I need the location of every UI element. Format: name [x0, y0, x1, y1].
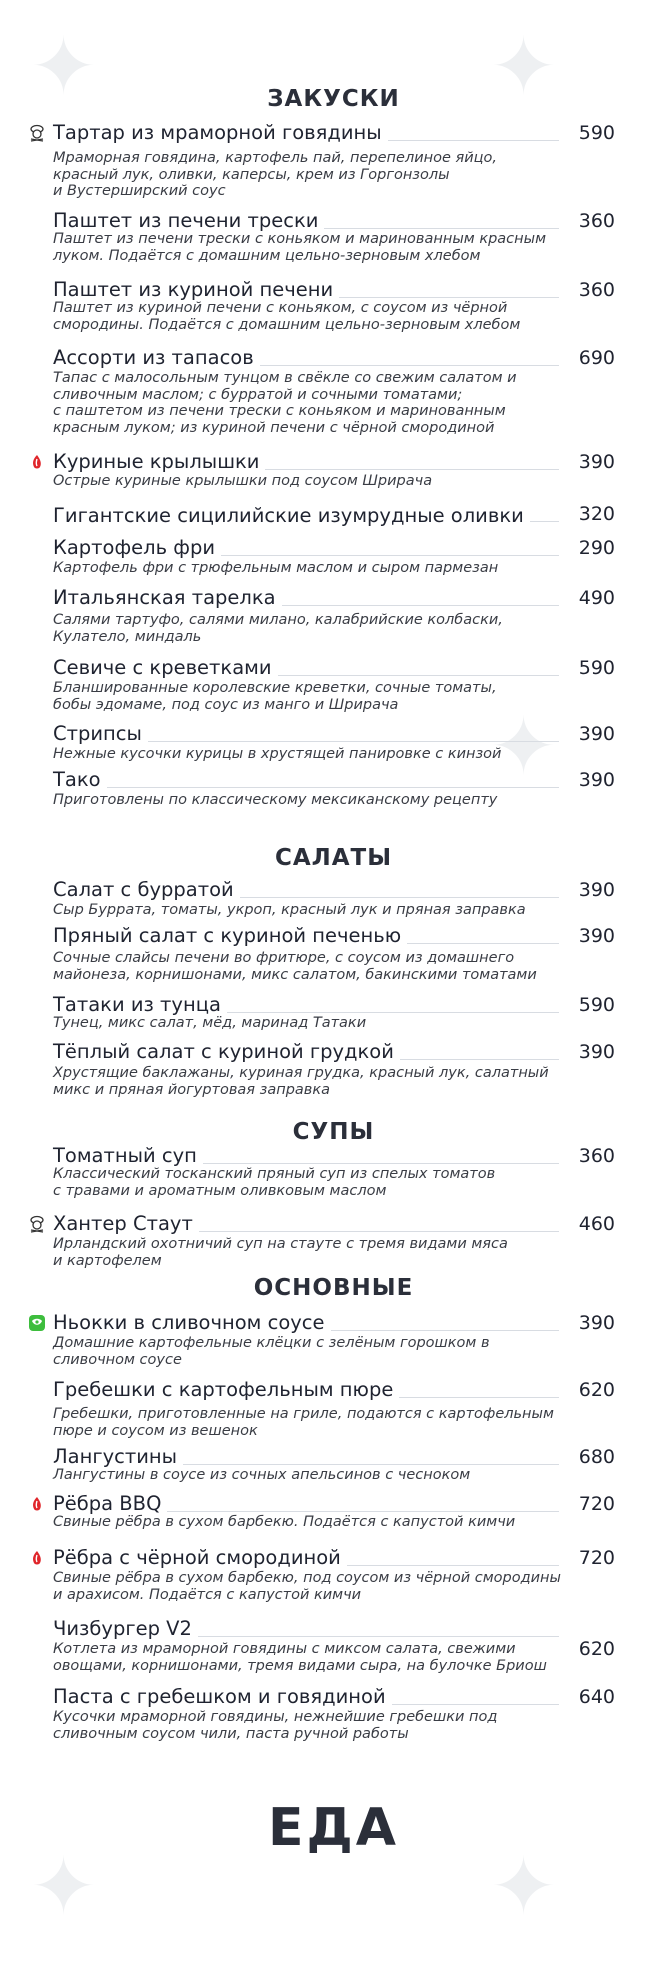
item-name: Татаки из тунца [53, 991, 227, 1019]
menu-item [0, 922, 667, 983]
item-name: Тако [53, 766, 107, 794]
item-description: Свиные рёбра в сухом барбекю. Подаётся с капустой кимчи [53, 1514, 516, 1530]
item-name: Чизбургер V2 [53, 1615, 198, 1643]
menu-item [0, 991, 667, 1031]
item-price: 720 [578, 1547, 615, 1569]
item-name: Рёбра BBQ [53, 1490, 167, 1518]
item-description: Бланшированные королевские креветки, сочные томаты, бобы эдомаме, под соус из манго и Шрирача [53, 680, 497, 713]
item-description: Паштет из печени трески с коньяком и маринованным красным луком. Подаётся с домашним цельно-зерновым хлебом [53, 231, 547, 264]
item-price: 390 [578, 769, 615, 791]
watermark-logo: ✦ [30, 1840, 98, 1933]
chili-icon [28, 1495, 46, 1513]
section-title-zakuski: ЗАКУСКИ [267, 86, 400, 112]
section-title-salads: САЛАТЫ [274, 845, 393, 871]
item-price: 620 [578, 1638, 615, 1660]
item-name: Стрипсы [53, 720, 148, 748]
menu-item [0, 584, 667, 645]
item-description: Гребешки, приготовленные на гриле, подаются с картофельным пюре и соусом из вешенок [53, 1406, 554, 1439]
item-price: 320 [578, 503, 615, 525]
chef-skull-icon [28, 1215, 46, 1233]
item-price: 390 [578, 1312, 615, 1334]
item-description: Лангустины в соусе из сочных апельсинов с чесноком [53, 1467, 471, 1483]
item-price: 360 [578, 279, 615, 301]
item-name: Паштет из куриной печени [53, 276, 339, 304]
menu-item [0, 1376, 667, 1439]
menu-item [0, 1490, 667, 1530]
item-description: Ирландский охотничий суп на стауте с тремя видами мяса и картофелем [53, 1236, 508, 1269]
item-name: Тёплый салат с куриной грудкой [53, 1038, 400, 1066]
item-description: Сочные слайсы печени во фритюре, с соусом из домашнего майонеза, корнишонами, микс салатом, бакинскими томатами [53, 950, 537, 983]
item-name: Лангустины [53, 1443, 183, 1471]
item-price: 590 [578, 994, 615, 1016]
item-price: 720 [578, 1493, 615, 1515]
menu-item [0, 344, 667, 436]
item-description: Нежные кусочки курицы в хрустящей панировке с кинзой [53, 746, 502, 762]
item-price: 360 [578, 210, 615, 232]
item-name: Тартар из мраморной говядины [53, 119, 388, 147]
section-title-soups: СУПЫ [292, 1119, 375, 1145]
item-price: 290 [578, 537, 615, 559]
item-name: Ассорти из тапасов [53, 344, 260, 372]
menu-item [0, 207, 667, 264]
menu-item [0, 119, 667, 199]
item-price: 590 [578, 657, 615, 679]
item-name: Картофель фри [53, 534, 221, 562]
item-description: Паштет из куриной печени с коньяком, с соусом из чёрной смородины. Подаётся с домашним цельно-зерновым хлебом [53, 300, 521, 333]
menu-item [0, 1615, 667, 1674]
menu-item [0, 766, 667, 808]
footer-title: ЕДА [267, 1798, 400, 1858]
menu-item [0, 448, 667, 489]
item-price: 390 [578, 925, 615, 947]
item-description: Тапас с малосольным тунцом в свёкле со свежим салатом и сливочным маслом; с бурратой и сочными томатами; с паштетом из печени трески с коньяком и маринованным красным луком; из куриной печени с чёрной смородиной [53, 370, 517, 436]
menu-item [0, 1038, 667, 1098]
item-name: Паштет из печени трески [53, 207, 324, 235]
item-description: Свиные рёбра в сухом барбекю, под соусом из чёрной смородины и арахисом. Подаётся с капустой кимчи [53, 1570, 561, 1603]
item-price: 590 [578, 122, 615, 144]
item-description: Мраморная говядина, картофель пай, перепелиное яйцо, красный лук, оливки, каперсы, крем из Горгонзолы и Вустерширский соус [53, 150, 498, 199]
item-name: Севиче с креветками [53, 654, 278, 682]
item-price: 360 [578, 1145, 615, 1167]
item-name: Паста с гребешком и говядиной [53, 1683, 392, 1711]
menu-item [0, 1210, 667, 1269]
menu-item [0, 720, 667, 762]
item-description: Домашние картофельные клёцки с зелёным горошком в сливочном соусе [53, 1335, 490, 1368]
chili-icon [28, 1549, 46, 1567]
item-description: Салями тартуфо, салями милано, калабрийские колбаски, Кулатело, миндаль [53, 612, 503, 645]
item-description: Сыр Буррата, томаты, укроп, красный лук и пряная заправка [53, 902, 526, 918]
watermark-logo: ✦ [490, 700, 558, 793]
item-name: Хантер Стаут [53, 1210, 199, 1238]
item-name: Салат с бурратой [53, 876, 240, 904]
menu-item [0, 500, 667, 530]
menu-item [0, 876, 667, 918]
item-price: 390 [578, 451, 615, 473]
item-description: Приготовлены по классическому мексиканскому рецепту [53, 792, 498, 808]
watermark-logo: ✦ [490, 20, 558, 113]
menu-item [0, 654, 667, 713]
item-name: Томатный суп [53, 1142, 203, 1170]
menu-item [0, 1142, 667, 1199]
item-name: Рёбра с чёрной смородиной [53, 1544, 347, 1572]
chili-icon [28, 453, 46, 471]
item-price: 620 [578, 1379, 615, 1401]
item-description: Картофель фри с трюфельным маслом и сыром пармезан [53, 560, 499, 576]
menu-item [0, 534, 667, 576]
item-price: 640 [578, 1686, 615, 1708]
item-price: 460 [578, 1213, 615, 1235]
menu-item [0, 1443, 667, 1483]
item-price: 490 [578, 587, 615, 609]
menu-item [0, 1683, 667, 1742]
item-description: Острые куриные крылышки под соусом Шрирача [53, 473, 433, 489]
item-name: Итальянская тарелка [53, 584, 282, 612]
item-name: Ньокки в сливочном соусе [53, 1309, 331, 1337]
item-name: Гигантские сицилийские изумрудные оливки [53, 502, 530, 530]
item-price: 390 [578, 879, 615, 901]
watermark-logo: ✦ [30, 20, 98, 113]
section-title-mains: ОСНОВНЫЕ [253, 1275, 414, 1301]
leader-line [53, 787, 559, 788]
vegetarian-icon [28, 1314, 46, 1332]
item-name: Куриные крылышки [53, 448, 265, 476]
menu-item [0, 1309, 667, 1368]
item-description: Классический тосканский пряный суп из спелых томатов с травами и ароматным оливковым маслом [53, 1166, 496, 1199]
watermark-logo: ✦ [490, 1840, 558, 1933]
menu-item [0, 1544, 667, 1603]
item-name: Пряный салат с куриной печенью [53, 922, 407, 950]
item-price: 390 [578, 723, 615, 745]
item-price: 390 [578, 1041, 615, 1063]
chef-skull-icon [28, 124, 46, 142]
item-price: 680 [578, 1446, 615, 1468]
item-description: Кусочки мраморной говядины, нежнейшие гребешки под сливочным соусом чили, паста ручной работы [53, 1709, 498, 1742]
item-description: Котлета из мраморной говядины с миксом салата, свежими овощами, корнишонами, тремя видами сыра, на булочке Бриош [53, 1641, 547, 1674]
item-name: Гребешки с картофельным пюре [53, 1376, 399, 1404]
item-description: Хрустящие баклажаны, куриная грудка, красный лук, салатный микс и пряная йогуртовая заправка [53, 1065, 549, 1098]
item-description: Тунец, микс салат, мёд, маринад Татаки [53, 1015, 367, 1031]
menu-item [0, 276, 667, 333]
item-price: 690 [578, 347, 615, 369]
